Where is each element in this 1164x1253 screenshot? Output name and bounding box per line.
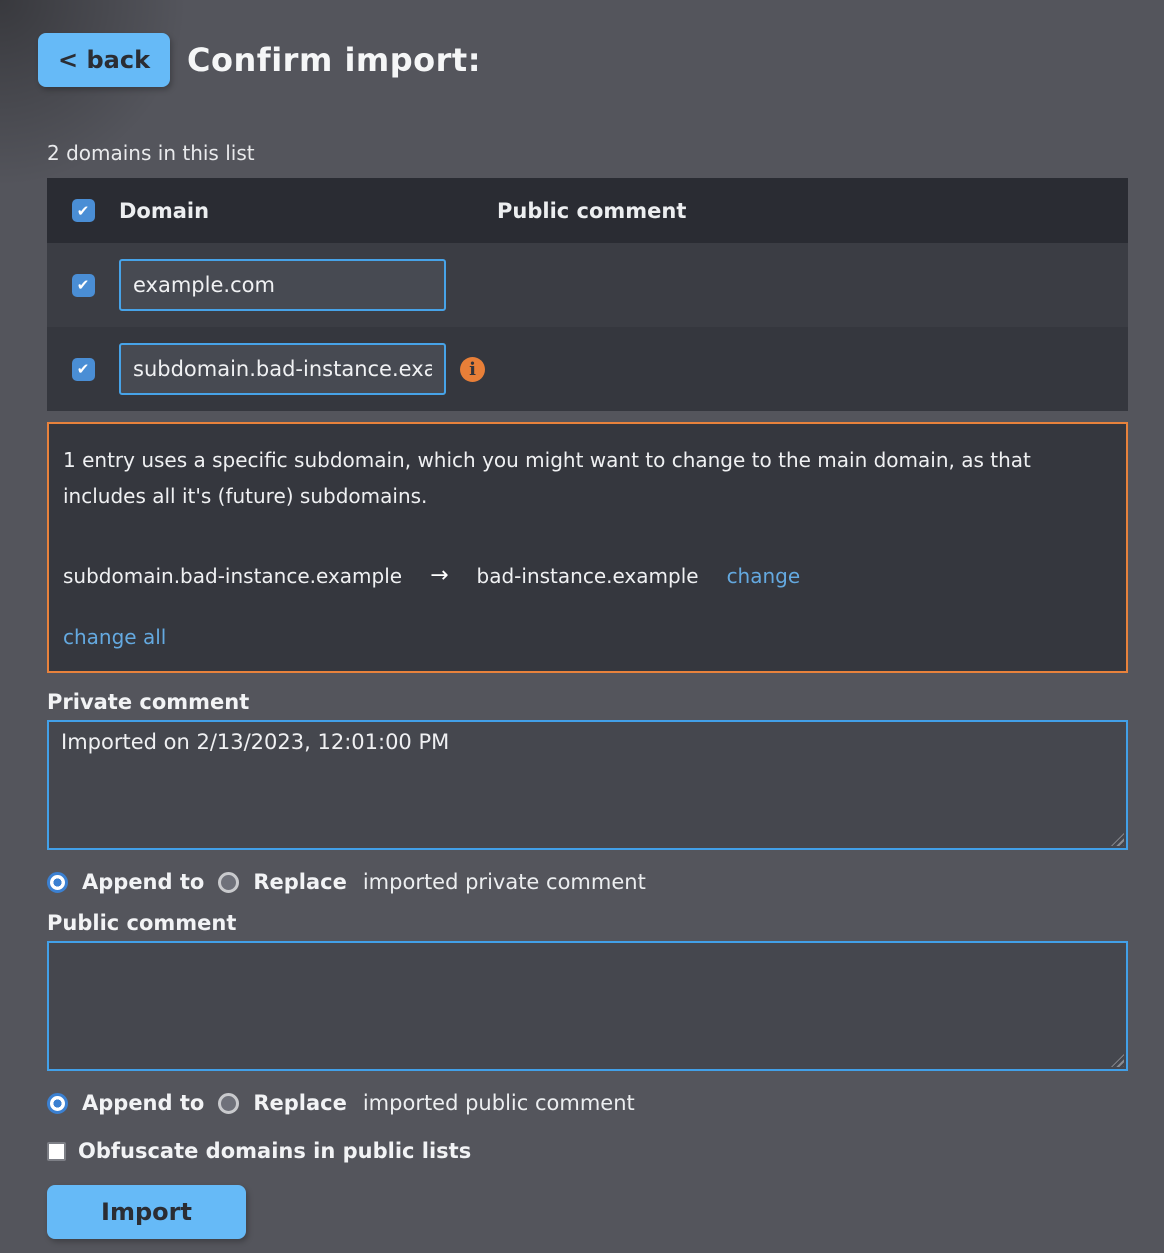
public-replace-label[interactable]: Replace (253, 1091, 347, 1115)
mapping-from-domain: subdomain.bad-instance.example (63, 563, 403, 588)
table-row (47, 327, 1128, 411)
public-comment-mode-row (47, 1091, 1128, 1115)
table-header-row (47, 178, 1128, 243)
row-checkbox-cell (47, 274, 119, 297)
private-replace-radio[interactable] (218, 872, 239, 893)
header (0, 0, 1164, 87)
obfuscate-checkbox[interactable] (47, 1142, 66, 1161)
public-append-label[interactable]: Append to (82, 1091, 205, 1115)
private-append-radio[interactable] (47, 872, 68, 893)
obfuscate-row (47, 1139, 1128, 1163)
select-all-checkbox[interactable] (72, 199, 95, 222)
private-comment-mode-row (47, 870, 1128, 894)
obfuscate-label[interactable]: Obfuscate domains in public lists (78, 1139, 472, 1163)
row-checkbox-cell (47, 358, 119, 381)
private-replace-label[interactable]: Replace (253, 870, 347, 894)
public-replace-radio[interactable] (218, 1093, 239, 1114)
private-comment-wrapper (47, 720, 1128, 850)
change-link[interactable]: change (726, 563, 801, 588)
domain-cell (119, 343, 497, 395)
public-mode-suffix: imported public comment (362, 1091, 635, 1115)
import-button[interactable]: Import (47, 1185, 246, 1239)
domain-column-header: Domain (119, 198, 210, 223)
info-icon[interactable]: i (460, 357, 485, 382)
table-row (47, 243, 1128, 327)
page-title: Confirm import: (187, 41, 482, 79)
domain-cell (119, 259, 497, 311)
check-icon: ✔ (76, 201, 90, 220)
main-content (47, 141, 1128, 1239)
back-button[interactable]: < back (38, 33, 170, 87)
public-comment-textarea[interactable] (47, 941, 1128, 1071)
warning-message: 1 entry uses a specific subdomain, which you might want to change to the main domain, as that includes all it's (future) subdomains. (63, 448, 1031, 508)
domain-input[interactable] (119, 343, 446, 395)
domain-input[interactable] (119, 259, 446, 311)
subdomain-mapping-row (63, 563, 1112, 588)
mapping-to-domain: bad-instance.example (476, 563, 699, 588)
arrow-right-icon: → (430, 563, 449, 588)
domains-table (47, 178, 1128, 411)
public-comment-label: Public comment (47, 911, 237, 935)
public-comment-column-header: Public comment (497, 198, 687, 223)
row-checkbox[interactable] (72, 358, 95, 381)
row-checkbox[interactable] (72, 274, 95, 297)
public-append-radio[interactable] (47, 1093, 68, 1114)
subdomain-warning-box (47, 422, 1128, 673)
check-icon: ✔ (76, 360, 90, 378)
private-append-label[interactable]: Append to (82, 870, 205, 894)
public-comment-wrapper (47, 941, 1128, 1071)
private-comment-label: Private comment (47, 690, 250, 714)
select-all-cell (47, 199, 119, 222)
change-all-link[interactable]: change all (63, 625, 167, 649)
private-comment-textarea[interactable] (47, 720, 1128, 850)
domain-count-text: 2 domains in this list (47, 141, 255, 165)
check-icon: ✔ (76, 276, 90, 294)
private-mode-suffix: imported private comment (362, 870, 646, 894)
